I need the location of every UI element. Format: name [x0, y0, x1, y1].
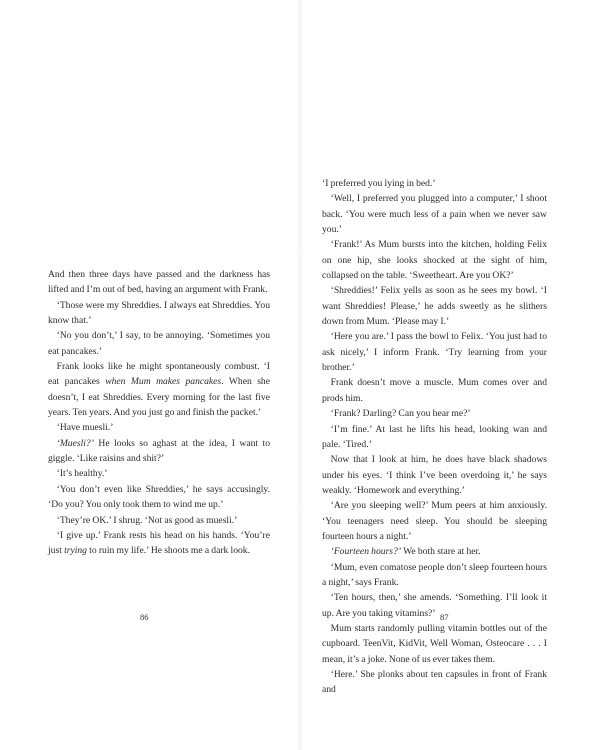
paragraph: ‘No you don’t,’ I say, to be annoying. ‘Sometimes you eat pancakes.’ — [48, 330, 270, 357]
paragraph: ‘I’m fine.’ At last he lifts his head, looking wan and pale. ‘Tired.’ — [322, 423, 547, 450]
text-run: to ruin my life.’ He shoots me a dark look. — [86, 545, 250, 557]
paragraph: ‘Here you are.’ I pass the bowl to Felix. ‘You just had to ask nicely,’ I inform Frank. ‘Try learning from your brother.’ — [322, 331, 547, 374]
paragraph: ‘Have muesli.’ — [56, 422, 114, 434]
paragraph: ‘Shreddies!’ Felix yells as soon as he sees my bowl. ‘I want Shreddies! Please,’ he adds sweetly as he slithers down from Mum. ‘Please may I.’ — [322, 285, 547, 328]
italic-text: trying — [64, 545, 87, 557]
paragraph: ‘Here.’ She plonks about ten capsules in front of Frank and — [322, 669, 547, 696]
text-run: Frank looks like he might spontaneously combust. ‘I eat pancakes — [48, 361, 270, 388]
paragraph: Frank doesn’t move a muscle. Mum comes over and prods him. — [322, 377, 547, 404]
text-run: . When she doesn’t, I eat Shreddies. Every morning for the last five years. Ten years. And you just go and finish the packet.’ — [48, 376, 270, 419]
paragraph: ‘Mum, even comatose people don’t sleep fourteen hours a night,’ says Frank. — [322, 561, 547, 588]
paragraph: ‘You don’t even like Shreddies,’ he says accusingly. ‘Do you? You only took them to wind me up.’ — [48, 483, 270, 511]
page-number-left: 86 — [140, 612, 149, 622]
text-run: ‘I give up.’ Frank rests his head on his hands. ‘You’re just — [48, 529, 270, 557]
paragraph: ‘I preferred you lying in bed.’ — [322, 178, 436, 189]
paragraph: Mum starts randomly pulling vitamin bottles out of the cupboard. TeenVit, KidVit, Well Woman, Osteocare . . . I mean, it’s a joke. None of us ever takes them. — [322, 622, 547, 665]
paragraph: ‘Frank!’ As Mum bursts into the kitchen, holding Felix on one hip, she looks shocked at the sight of him, collapsed on the table. ‘Sweetheart. Are you OK?’ — [322, 239, 547, 282]
paragraph — [48, 436, 270, 467]
paragraph: ‘Those were my Shreddies. I always eat Shreddies. You know that.’ — [48, 299, 270, 327]
right-page — [300, 0, 600, 750]
paragraph: ‘They’re OK.’ I shrug. ‘Not as good as muesli.’ — [56, 514, 238, 526]
page-number-right: 87 — [440, 612, 449, 622]
paragraph — [48, 528, 270, 559]
left-page-text — [48, 267, 270, 559]
right-page-text — [322, 176, 547, 698]
italic-text: ‘Fourteen hours?’ — [330, 546, 402, 558]
italic-text: ‘Muesli?’ — [56, 437, 94, 449]
text-run: We both stare at her. — [401, 546, 481, 558]
paragraph: ‘Frank? Darling? Can you hear me?’ — [330, 408, 471, 420]
paragraph: Now that I look at him, he does have black shadows under his eyes. ‘I think I’ve been overdoing it,’ he says weakly. ‘Homework and everything.’ — [322, 454, 547, 496]
paragraph — [48, 359, 270, 420]
paragraph — [322, 544, 547, 559]
paragraph: And then three days have passed and the darkness has lifted and I’m out of bed, having an argument with Frank. — [48, 269, 270, 296]
paragraph: ‘It’s healthy.’ — [56, 468, 108, 480]
italic-text: when Mum makes pancakes — [105, 376, 222, 388]
paragraph: ‘Well, I preferred you plugged into a computer,’ I shoot back. ‘You were much less of a pain when we never saw you.’ — [322, 193, 547, 236]
paragraph: ‘Ten hours, then,’ she amends. ‘Something. I’ll look it up. Are you taking vitamins?’ — [322, 592, 547, 619]
text-run: He looks so aghast at the idea, I want to giggle. ‘Like raisins and shit?’ — [48, 437, 270, 465]
paragraph: ‘Are you sleeping well?’ Mum peers at him anxiously. ‘You teenagers need sleep. You should be sleeping fourteen hours a night.’ — [322, 500, 547, 542]
